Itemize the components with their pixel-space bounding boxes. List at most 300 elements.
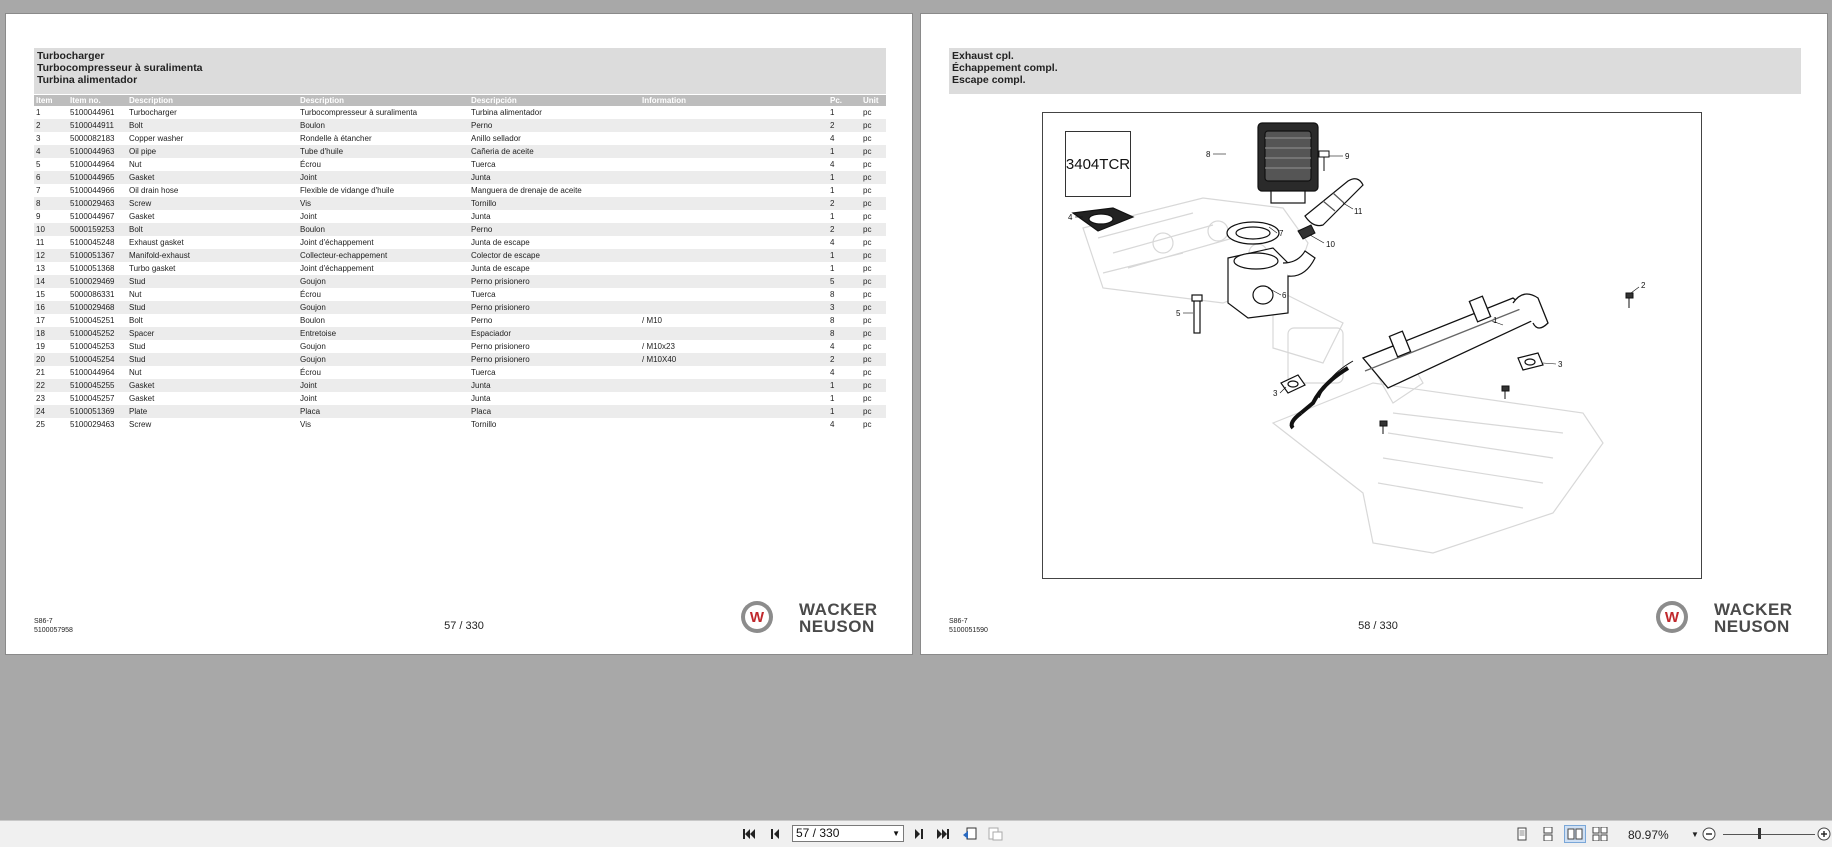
title-en: Turbocharger [37,50,105,62]
next-page-button[interactable] [910,825,928,843]
cell-description-en: Nut [127,366,298,379]
cell-description-en: Exhaust gasket [127,236,298,249]
page-number-value: 57 / 330 [796,826,840,840]
single-page-view-button[interactable] [1513,825,1531,843]
cell-pc: 1 [828,210,861,223]
engine-ghost-outline [1083,198,1603,553]
cell-item: 11 [34,236,68,249]
cell-description-fr: Collecteur-echappement [298,249,469,262]
cell-pc: 2 [828,197,861,210]
cell-description-es: Tornillo [469,418,640,431]
cell-pc: 1 [828,171,861,184]
single-page-icon [1516,827,1528,841]
callout-6: 6 [1282,291,1287,300]
table-row [34,366,886,379]
cell-description-en: Oil drain hose [127,184,298,197]
cell-description-en: Bolt [127,314,298,327]
table-row [34,353,886,366]
part-5-bolt [1192,295,1202,333]
cell-item: 1 [34,106,68,119]
continuous-page-icon [1542,827,1554,841]
cell-description-es: Perno [469,119,640,132]
table-row [34,275,886,288]
cell-item: 8 [34,197,68,210]
cell-unit: pc [861,171,886,184]
zoom-out-icon [1702,827,1716,841]
cell-description-fr: Écrou [298,288,469,301]
cell-description-en: Bolt [127,119,298,132]
cell-description-en: Stud [127,301,298,314]
title-es: Turbina alimentador [37,74,138,86]
cell-pc: 1 [828,106,861,119]
first-page-icon [742,828,756,840]
logo-mark [1656,601,1688,633]
cell-description-en: Manifold-exhaust [127,249,298,262]
cell-description-es: Espaciador [469,327,640,340]
table-row [34,418,886,431]
cell-pc: 1 [828,262,861,275]
cell-information: / M10 [640,314,828,327]
cell-description-fr: Flexible de vidange d'huile [298,184,469,197]
table-row [34,314,886,327]
zoom-in-button[interactable] [1815,825,1832,843]
section-title [949,48,1801,94]
cell-information [640,158,828,171]
cell-item: 23 [34,392,68,405]
zoom-slider-track[interactable] [1723,834,1815,835]
table-row [34,145,886,158]
part-6-valve-body [1228,248,1315,318]
cell-description-fr: Boulon [298,314,469,327]
cell-information [640,275,828,288]
cell-unit: pc [861,392,886,405]
cell-description-es: Tuerca [469,366,640,379]
callout-10: 10 [1326,240,1335,249]
cell-item-no: 5100029463 [68,418,127,431]
cell-item: 2 [34,119,68,132]
table-row [34,132,886,145]
cell-item: 9 [34,210,68,223]
cell-description-en: Gasket [127,171,298,184]
cell-description-en: Gasket [127,210,298,223]
cell-pc: 4 [828,340,861,353]
col-header-item-no: Item no. [68,95,127,106]
cell-pc: 4 [828,418,861,431]
cell-description-fr: Vis [298,418,469,431]
cell-description-es: Perno [469,314,640,327]
table-row [34,223,886,236]
cell-description-fr: Goujon [298,340,469,353]
cell-information [640,236,828,249]
two-page-continuous-view-button[interactable] [1591,825,1609,843]
document-page-left [5,13,913,655]
previous-page-icon [770,828,780,840]
cell-item: 3 [34,132,68,145]
parts-table [34,95,886,431]
cell-information [640,418,828,431]
cell-information [640,223,828,236]
cell-description-fr: Rondelle à étancher [298,132,469,145]
cell-information [640,379,828,392]
cell-description-es: Junta [469,210,640,223]
part-9-screw [1319,151,1329,171]
callout-11: 11 [1354,207,1363,216]
section-title [34,48,886,94]
part-7-gasket [1227,222,1279,244]
table-row [34,262,886,275]
col-header-information: Information [640,95,828,106]
logo-line1: WACKER [1714,600,1793,619]
exploded-view-drawing [1043,113,1701,578]
cell-description-es: Perno prisionero [469,275,640,288]
title-fr: Échappement compl. [952,62,1058,74]
cell-information [640,366,828,379]
cell-item: 14 [34,275,68,288]
part-4-gasket [1073,208,1133,231]
cell-item: 25 [34,418,68,431]
cell-description-es: Junta [469,171,640,184]
wacker-neuson-logo [1656,599,1806,639]
callout-9: 9 [1345,152,1350,161]
cell-item: 13 [34,262,68,275]
cell-unit: pc [861,405,886,418]
cell-description-en: Nut [127,158,298,171]
title-en: Exhaust cpl. [952,50,1014,62]
cell-item: 4 [34,145,68,158]
cell-description-fr: Joint d'échappement [298,262,469,275]
cell-pc: 2 [828,353,861,366]
two-page-icon [1567,828,1583,840]
cell-description-fr: Goujon [298,301,469,314]
cell-unit: pc [861,327,886,340]
cell-description-en: Copper washer [127,132,298,145]
cell-item-no: 5100045248 [68,236,127,249]
title-fr: Turbocompresseur à suralimenta [37,62,203,74]
cell-description-en: Stud [127,275,298,288]
cell-description-fr: Écrou [298,158,469,171]
cell-item-no: 5100044963 [68,145,127,158]
go-forward-view-button[interactable] [987,825,1005,843]
cell-description-fr: Placa [298,405,469,418]
cell-item: 12 [34,249,68,262]
cell-item-no: 5000086331 [68,288,127,301]
cell-description-es: Cañeria de aceite [469,145,640,158]
cell-unit: pc [861,288,886,301]
cell-information [640,132,828,145]
cell-unit: pc [861,353,886,366]
two-page-view-button[interactable] [1564,825,1586,843]
cell-description-es: Junta de escape [469,262,640,275]
cell-pc: 8 [828,288,861,301]
cell-description-en: Bolt [127,223,298,236]
cell-description-en: Turbocharger [127,106,298,119]
table-row [34,405,886,418]
cell-description-es: Turbina alimentador [469,106,640,119]
cell-description-es: Junta [469,392,640,405]
cell-pc: 4 [828,236,861,249]
table-row [34,171,886,184]
next-view-icon [988,827,1004,841]
part-10-clip [1298,225,1315,239]
cell-pc: 4 [828,132,861,145]
cell-item-no: 5100029469 [68,275,127,288]
chevron-down-icon[interactable]: ▼ [892,829,900,838]
cell-unit: pc [861,262,886,275]
cell-description-en: Stud [127,340,298,353]
cell-item-no: 5100044966 [68,184,127,197]
cell-information [640,249,828,262]
callout-8: 8 [1206,150,1211,159]
table-row [34,249,886,262]
cell-information [640,301,828,314]
cell-description-es: Tornillo [469,197,640,210]
cell-description-es: Junta de escape [469,236,640,249]
continuous-view-button[interactable] [1539,825,1557,843]
last-page-button[interactable] [934,825,952,843]
callout-3a: 3 [1273,389,1278,398]
footer-doc-number: 5100051590 [949,627,988,634]
part-8-actuator [1258,123,1318,203]
cell-unit: pc [861,249,886,262]
table-row [34,327,886,340]
cell-item: 7 [34,184,68,197]
footer-doc-info [34,617,73,635]
logo-wordmark [1714,601,1793,635]
cell-description-fr: Joint [298,171,469,184]
table-row [34,392,886,405]
cell-description-es: Placa [469,405,640,418]
table-row [34,119,886,132]
footer-doc-number: 5100057958 [34,627,73,634]
cell-unit: pc [861,132,886,145]
wacker-neuson-logo [741,599,891,639]
table-row [34,210,886,223]
page-number-input[interactable] [792,825,904,842]
cell-unit: pc [861,197,886,210]
cell-information [640,288,828,301]
cell-item-no: 5100044967 [68,210,127,223]
zoom-out-button[interactable] [1700,825,1718,843]
cell-unit: pc [861,340,886,353]
cell-unit: pc [861,275,886,288]
table-row [34,158,886,171]
cell-item-no: 5100045251 [68,314,127,327]
cell-unit: pc [861,119,886,132]
cell-item: 5 [34,158,68,171]
title-es: Escape compl. [952,74,1026,86]
cell-item: 16 [34,301,68,314]
table-row [34,288,886,301]
last-page-icon [936,828,950,840]
cell-pc: 4 [828,366,861,379]
cell-item: 19 [34,340,68,353]
cell-information [640,119,828,132]
cell-pc: 1 [828,145,861,158]
cell-description-es: Perno [469,223,640,236]
cell-information: / M10x23 [640,340,828,353]
cell-description-en: Screw [127,197,298,210]
cell-unit: pc [861,366,886,379]
part-1-egr-cooler [1292,294,1548,428]
page-number: 57 / 330 [444,620,484,632]
exploded-view-figure [1042,112,1702,579]
cell-unit: pc [861,184,886,197]
table-row [34,106,886,119]
previous-view-icon [962,827,978,841]
cell-description-es: Junta [469,379,640,392]
cell-unit: pc [861,236,886,249]
col-header-pc: Pc. [828,95,861,106]
cell-information [640,184,828,197]
cell-unit: pc [861,418,886,431]
cell-item-no: 5100029468 [68,301,127,314]
next-page-icon [914,828,924,840]
cell-description-fr: Turbocompresseur à suralimenta [298,106,469,119]
cell-pc: 1 [828,184,861,197]
cell-description-es: Colector de escape [469,249,640,262]
cell-description-en: Nut [127,288,298,301]
cell-description-es: Tuerca [469,288,640,301]
cell-pc: 3 [828,301,861,314]
callout-1: 1 [1493,316,1498,325]
cell-item-no: 5100044964 [68,366,127,379]
cell-description-es: Tuerca [469,158,640,171]
callout-7: 7 [1279,229,1284,238]
col-header-description-en: Description [127,95,298,106]
cell-item: 15 [34,288,68,301]
cell-unit: pc [861,223,886,236]
table-row [34,379,886,392]
callout-2: 2 [1641,281,1646,290]
cell-item-no: 5100044911 [68,119,127,132]
viewer-toolbar [0,820,1832,847]
cell-item-no: 5100045252 [68,327,127,340]
cell-description-es: Perno prisionero [469,301,640,314]
cell-pc: 1 [828,405,861,418]
cell-description-fr: Joint d'échappement [298,236,469,249]
cell-item: 18 [34,327,68,340]
figure-code: 3404TCR [1065,131,1131,197]
cell-description-en: Turbo gasket [127,262,298,275]
cell-item: 10 [34,223,68,236]
cell-unit: pc [861,210,886,223]
cell-information [640,197,828,210]
cell-item-no: 5100029463 [68,197,127,210]
cell-pc: 2 [828,119,861,132]
footer-doc-info [949,617,988,635]
table-row [34,301,886,314]
cell-item: 17 [34,314,68,327]
cell-description-fr: Joint [298,392,469,405]
cell-item-no: 5100051367 [68,249,127,262]
cell-item-no: 5100044964 [68,158,127,171]
cell-pc: 4 [828,158,861,171]
col-header-unit: Unit [861,95,886,106]
cell-description-es: Anillo sellador [469,132,640,145]
zoom-level[interactable]: 80.97% [1628,828,1669,842]
cell-information [640,171,828,184]
cell-description-es: Perno prisionero [469,340,640,353]
logo-line2: NEUSON [799,617,875,636]
cell-unit: pc [861,301,886,314]
cell-description-es: Manguera de drenaje de aceite [469,184,640,197]
cell-item-no: 5100045255 [68,379,127,392]
cell-item-no: 5100044965 [68,171,127,184]
cell-item-no: 5000159253 [68,223,127,236]
table-header-row [34,95,886,106]
page-number: 58 / 330 [1358,620,1398,632]
cell-information [640,145,828,158]
cell-pc: 8 [828,327,861,340]
cell-unit: pc [861,158,886,171]
footer-model: S86-7 [34,618,53,625]
cell-information [640,106,828,119]
cell-pc: 1 [828,379,861,392]
cell-item-no: 5100045257 [68,392,127,405]
cell-pc: 5 [828,275,861,288]
cell-description-en: Plate [127,405,298,418]
cell-description-fr: Boulon [298,119,469,132]
logo-mark-letter: W [1660,605,1684,629]
cell-description-fr: Joint [298,379,469,392]
cell-information: / M10X40 [640,353,828,366]
table-row [34,184,886,197]
cell-item-no: 5100044961 [68,106,127,119]
zoom-in-icon [1817,827,1831,841]
go-back-view-button[interactable] [961,825,979,843]
cell-description-en: Gasket [127,392,298,405]
cell-item: 21 [34,366,68,379]
logo-mark [741,601,773,633]
cell-pc: 1 [828,249,861,262]
logo-line2: NEUSON [1714,617,1790,636]
zoom-slider-thumb[interactable] [1758,828,1761,839]
document-page-right [920,13,1828,655]
cell-item-no: 5100051368 [68,262,127,275]
col-header-description-es: Descripción [469,95,640,106]
cell-description-en: Oil pipe [127,145,298,158]
cell-description-fr: Joint [298,210,469,223]
cell-unit: pc [861,106,886,119]
previous-page-button[interactable] [766,825,784,843]
cell-description-fr: Entretoise [298,327,469,340]
logo-mark-letter: W [745,605,769,629]
logo-wordmark [799,601,878,635]
cell-description-fr: Goujon [298,353,469,366]
zoom-dropdown-icon[interactable]: ▼ [1691,829,1699,839]
cell-item: 20 [34,353,68,366]
cell-item: 24 [34,405,68,418]
footer-model: S86-7 [949,618,968,625]
first-page-button[interactable] [740,825,758,843]
callout-4: 4 [1068,213,1073,222]
callout-5: 5 [1176,309,1181,318]
cell-description-en: Stud [127,353,298,366]
cell-information [640,210,828,223]
cell-description-fr: Vis [298,197,469,210]
cell-pc: 8 [828,314,861,327]
cell-description-en: Screw [127,418,298,431]
cell-unit: pc [861,314,886,327]
cell-description-en: Gasket [127,379,298,392]
col-header-item: Item [34,95,68,106]
callout-3b: 3 [1558,360,1563,369]
cell-item: 6 [34,171,68,184]
cell-information [640,262,828,275]
cell-item-no: 5100051369 [68,405,127,418]
cell-unit: pc [861,379,886,392]
two-page-continuous-icon [1592,827,1608,841]
